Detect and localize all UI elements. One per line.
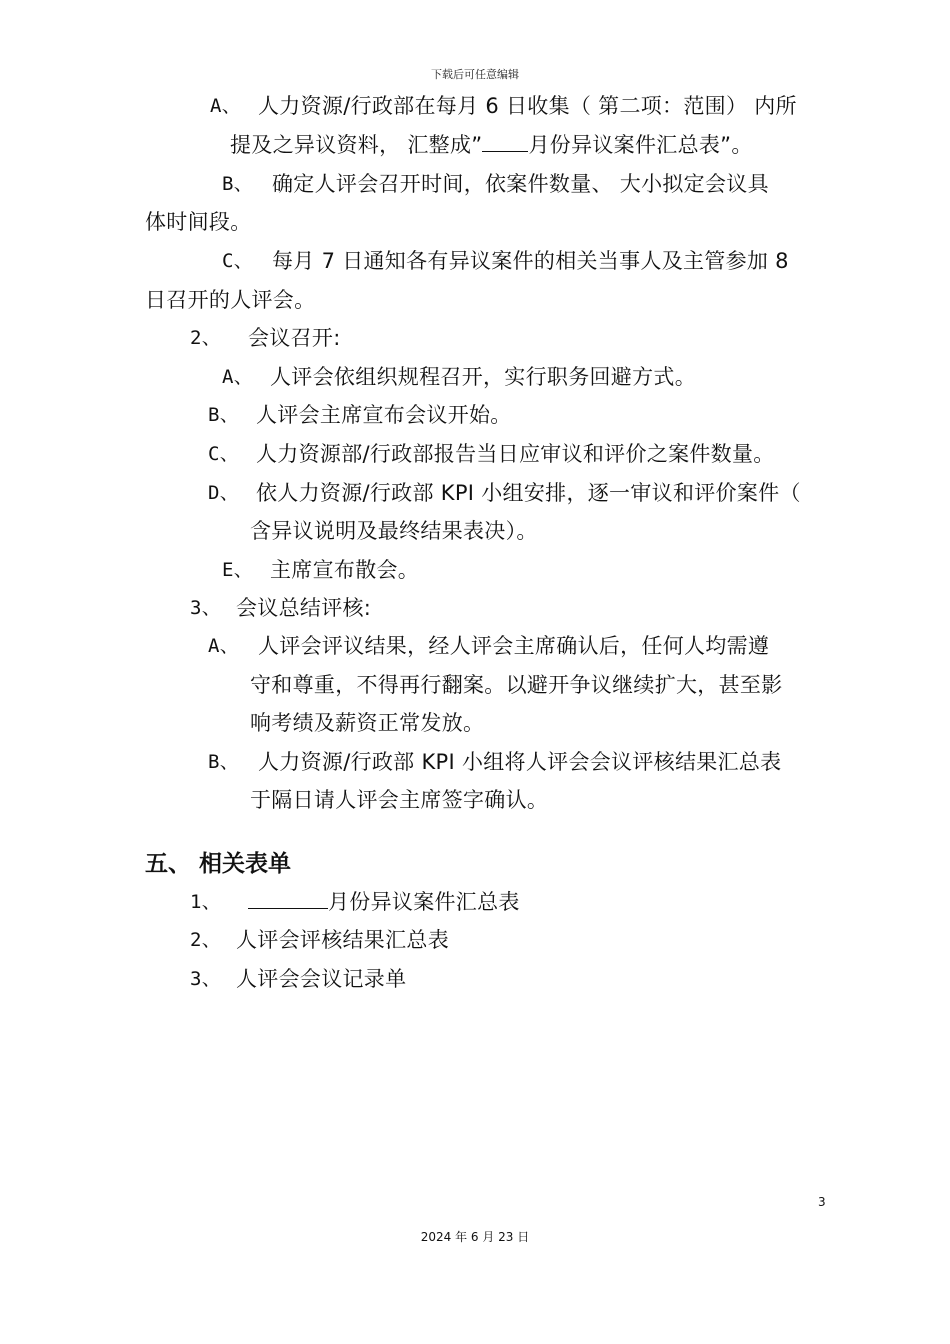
item-mark: C、 [208, 443, 240, 465]
section-heading-5: 五、 相关表单 [145, 851, 292, 877]
section-number-2: 2、 [190, 327, 222, 349]
item-text: 人评会评议结果，经人评会主席确认后，任何人均需遵 [258, 634, 770, 658]
header-note: 下载后可任意编辑 [431, 68, 519, 81]
item-c-line1: 每月 7 日通知各有异议案件的相关当事人及主管参加 8 [272, 249, 789, 273]
item-a-line2-post: 月份异议案件汇总表”。 [528, 133, 753, 157]
item-mark: E、 [222, 559, 254, 581]
form-list-item [248, 888, 520, 916]
item-b-line1: 确定人评会召开时间，依案件数量、 大小拟定会议具 [272, 172, 769, 196]
form-list-text: 月份异议案件汇总表 [328, 890, 520, 914]
item-mark: A、 [208, 635, 240, 657]
item-text-continued: 含异议说明及最终结果表决）。 [250, 519, 538, 543]
item-a-line2 [230, 131, 753, 159]
fill-in-blank [248, 888, 328, 909]
item-b-line2: 体时间段。 [145, 210, 252, 234]
item-text: 依人力资源/行政部 KPI 小组安排，逐一审议和评价案件（ [256, 481, 801, 505]
section-title-3: 会议总结评核: [236, 596, 372, 620]
item-mark: D、 [208, 482, 240, 504]
form-list-number: 2、 [190, 929, 222, 951]
footer-date: 2024 年 6 月 23 日 [420, 1230, 530, 1244]
item-text: 主席宣布散会。 [270, 558, 420, 582]
item-text-continued: 响考绩及薪资正常发放。 [250, 711, 485, 735]
item-c-line2: 日召开的人评会。 [145, 288, 316, 312]
item-text-continued: 于隔日请人评会主席签字确认。 [250, 788, 549, 812]
item-mark: B、 [208, 751, 240, 773]
form-list-text: 人评会会议记录单 [236, 967, 407, 991]
item-mark-b: B、 [222, 173, 254, 195]
form-list-number: 1、 [190, 891, 222, 913]
item-mark: B、 [208, 404, 240, 426]
form-list-text: 人评会评核结果汇总表 [236, 928, 449, 952]
item-text: 人力资源部/行政部报告当日应审议和评价之案件数量。 [256, 442, 775, 466]
item-mark-c: C、 [222, 250, 254, 272]
item-mark-a: A、 [210, 95, 242, 117]
item-mark: A、 [222, 366, 254, 388]
page-number: 3 [818, 1195, 826, 1209]
item-text: 人评会依组织规程召开，实行职务回避方式。 [270, 365, 696, 389]
item-a-line1: 人力资源/行政部在每月 6 日收集（ 第二项：范围） 内所 [258, 94, 797, 118]
form-list-number: 3、 [190, 968, 222, 990]
item-a-line2-pre: 提及之异议资料， 汇整成” [230, 133, 483, 157]
fill-in-blank [482, 131, 528, 152]
item-text: 人力资源/行政部 KPI 小组将人评会会议评核结果汇总表 [258, 750, 782, 774]
section-title-2: 会议召开: [248, 326, 341, 350]
item-text: 人评会主席宣布会议开始。 [256, 403, 512, 427]
item-text-continued: 守和尊重，不得再行翻案。以避开争议继续扩大，甚至影 [250, 673, 783, 697]
section-number-3: 3、 [190, 597, 222, 619]
